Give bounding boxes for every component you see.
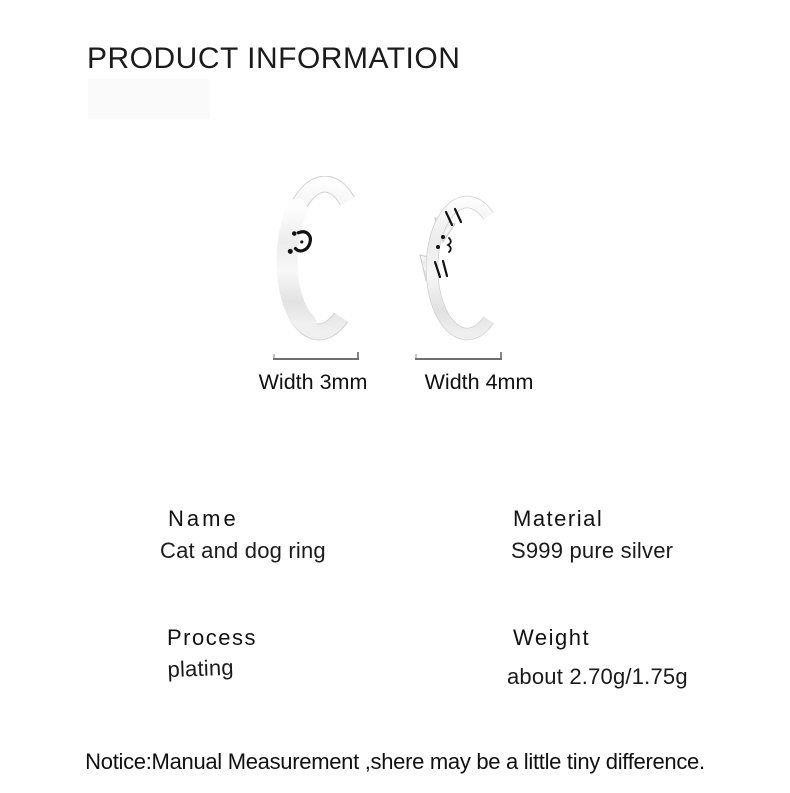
measure-line-right-ring xyxy=(415,358,502,360)
page-title: PRODUCT INFORMATION xyxy=(87,42,461,75)
dog-ring-front xyxy=(284,209,313,324)
measure-line-left-ring xyxy=(273,358,359,360)
measure-tick-icon xyxy=(357,352,359,359)
cat-ring-image xyxy=(412,192,517,342)
spec-weight-label: Weight xyxy=(513,625,591,650)
measure-tick-icon xyxy=(415,354,417,359)
spec-material-value: S999 pure silver xyxy=(511,538,674,563)
faded-watermark-block xyxy=(88,79,210,119)
measure-tick-icon xyxy=(273,354,275,359)
width-label-right: Width 4mm xyxy=(424,370,534,394)
spec-name-value: Cat and dog ring xyxy=(160,538,326,563)
dog-ring-image xyxy=(270,176,370,341)
width-label-left: Width 3mm xyxy=(258,370,368,394)
spec-process-value: plating xyxy=(167,654,235,683)
notice-text: Notice:Manual Measurement ,shere may be a little tiny difference. xyxy=(85,749,705,774)
spec-process-label: Process xyxy=(167,625,257,650)
measure-tick-icon xyxy=(500,352,502,359)
spec-weight-value: about 2.70g/1.75g xyxy=(507,664,688,689)
spec-name-label: Name xyxy=(168,506,239,531)
spec-material-label: Material xyxy=(513,506,604,531)
